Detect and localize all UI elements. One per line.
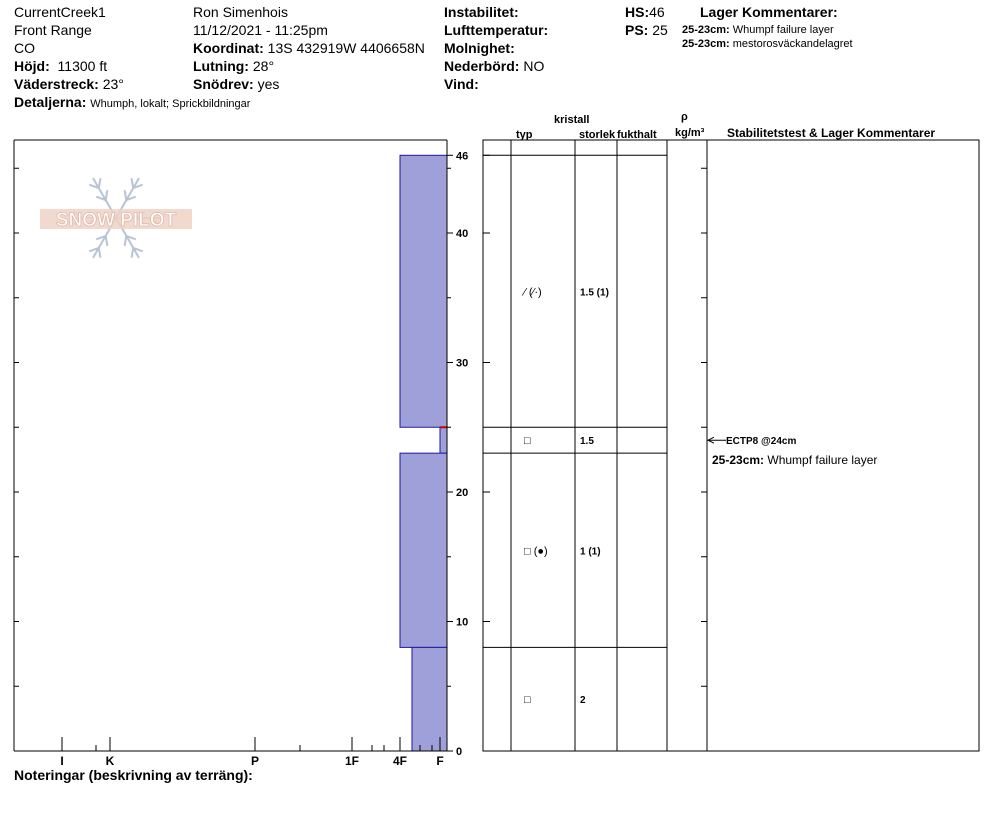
rho-header: ρ (681, 111, 688, 123)
state-name: CO (14, 40, 35, 56)
grain-type-label: ⁄ (⁄·) (524, 286, 542, 299)
hardness-layer-bar (440, 427, 447, 453)
slope-value: 28° (252, 58, 275, 74)
notes-label: Noteringar (beskrivning av terräng): (14, 767, 253, 783)
logo-text: SNOW PILOT (55, 210, 177, 231)
details-value: Whumph, lokalt; Sprickbildningar (90, 98, 251, 110)
stability-comment: 25-23cm: Whumpf failure layer (712, 453, 878, 468)
stability-test-label: ECTP8 @24cm (726, 436, 797, 448)
precip-value: NO (523, 58, 545, 74)
layer-comment-text: Whumpf failure layer (732, 24, 834, 36)
snowflake-branch (131, 248, 133, 258)
layer-comment-range: 25-23cm: (682, 38, 730, 50)
coord-value: 13S 432919W 4406658N (267, 40, 425, 56)
depth-tick-label: 10 (456, 616, 469, 629)
air-temp-label: Lufttemperatur: (444, 22, 549, 38)
grain-size-label: 1.5 (1) (580, 287, 609, 299)
wind-label: Vind: (444, 76, 479, 92)
hardness-tick-label: I (60, 754, 64, 768)
observer-name: Ron Simenhois (193, 4, 288, 20)
slope-label: Lutning: (193, 58, 249, 74)
depth-tick-label: 20 (456, 487, 469, 499)
crystal-header: kristall (554, 114, 590, 126)
coord-label: Koordinat: (193, 40, 264, 56)
cloud-label: Molnighet: (444, 40, 515, 56)
drift-label: Snödrev: (193, 76, 254, 92)
snowflake-branch (106, 236, 108, 246)
layer-comments-label: Lager Kommentarer: (700, 4, 838, 20)
size-header: storlek (579, 129, 616, 141)
depth-tick-label: 46 (456, 150, 469, 163)
datetime: 11/12/2021 - 11:25pm (193, 22, 328, 38)
hardness-tick-label: P (250, 754, 260, 768)
hardness-tick-label: K (105, 754, 115, 768)
snowpilot-logo (40, 178, 192, 258)
grain-type-label: □ (●) (524, 545, 548, 558)
elevation-label: Höjd: (14, 58, 50, 74)
elevation-value: 11300 ft (57, 58, 108, 74)
depth-tick-label: 30 (456, 357, 469, 370)
hardness-layer-bar (412, 647, 447, 751)
type-header: typ (516, 129, 533, 141)
snowflake-branch (125, 190, 127, 200)
aspect-label: Väderstreck: (14, 76, 99, 92)
grain-type-label: □ (524, 435, 531, 448)
ps-label: PS: (625, 22, 649, 38)
drift-value: yes (257, 76, 280, 92)
snowflake-branch (131, 178, 133, 188)
hardness-layer-bar (400, 155, 447, 427)
hardness-layer-bar (400, 453, 447, 647)
hs-label: HS: (625, 4, 650, 20)
hardness-tick-label: 4F (392, 754, 408, 768)
snowflake-branch (125, 236, 127, 246)
grain-size-label: 2 (580, 695, 586, 707)
ps-value: 25 (652, 22, 668, 38)
snowflake-branch (99, 178, 101, 188)
moisture-header: fukthalt (617, 129, 657, 141)
layer-comment-range: 25-23cm: (682, 24, 730, 36)
details-label: Detaljerna: (14, 94, 87, 110)
grain-size-label: 1 (1) (580, 546, 601, 558)
location-name: CurrentCreek1 (14, 4, 106, 20)
snowflake-branch (106, 190, 108, 200)
aspect-value: 23° (102, 76, 124, 92)
depth-tick-label: 0 (456, 746, 463, 758)
snowflake-branch (99, 248, 101, 258)
hardness-tick-label: F (436, 754, 444, 768)
hardness-tick-label: 1F (344, 754, 360, 768)
grain-type-label: □ (524, 694, 531, 707)
layer-comment-text: mestorosväckandelagret (732, 38, 853, 50)
range-name: Front Range (14, 22, 92, 38)
depth-tick-label: 40 (456, 228, 469, 240)
instability-label: Instabilitet: (444, 4, 519, 20)
stability-header: Stabilitetstest & Lager Kommentarer (727, 126, 936, 140)
precip-label: Nederbörd: (444, 58, 520, 74)
grain-size-label: 1.5 (580, 436, 594, 448)
hs-value: 46 (649, 4, 665, 20)
density-unit-header: kg/m³ (675, 127, 705, 139)
